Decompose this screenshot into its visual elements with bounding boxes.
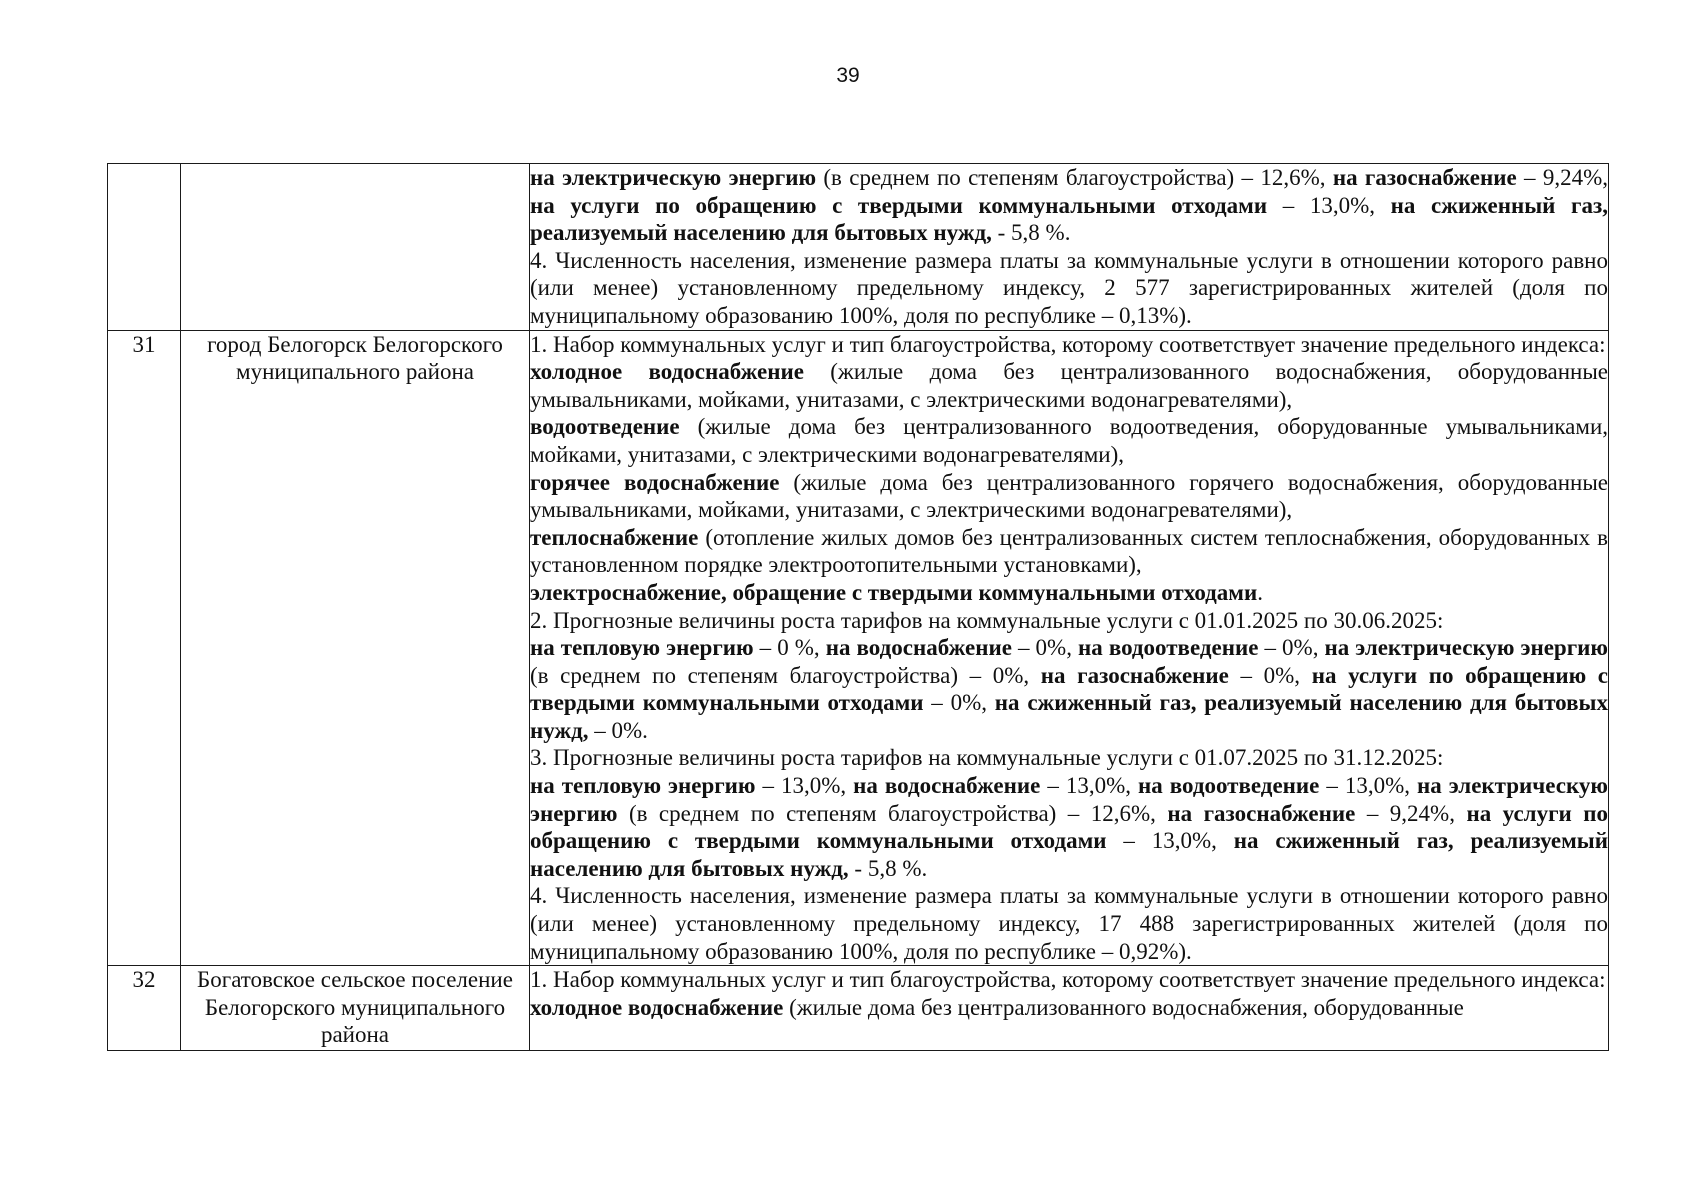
municipality-name-cell: город Белогорск Белогорского муниципального района	[181, 330, 530, 966]
bold-run: на услуги по обращению с твердыми коммунальными отходами	[530, 800, 1608, 854]
text-run: – 13,0%,	[1319, 773, 1418, 799]
text-run: (в среднем по степеням благоустройства) – 12,6%,	[816, 165, 1333, 190]
description-paragraph	[530, 634, 1608, 744]
text-run: (жилые дома без централизованного водоснабжения, оборудованные умывальниками, мойками, унитазами, с электрическими водонагревателями),	[530, 359, 1608, 412]
bold-run: холодное водоснабжение	[530, 994, 784, 1020]
description-paragraph	[530, 579, 1608, 607]
description-paragraph	[530, 882, 1608, 965]
text-run: .	[1257, 579, 1263, 605]
text-run: - 5,8 %.	[997, 220, 1071, 246]
text-run: (жилые дома без централизованного водоснабжения, оборудованные	[783, 994, 1464, 1020]
municipality-name-cell	[181, 164, 530, 331]
description-paragraph	[530, 994, 1608, 1022]
text-run: – 0%,	[1258, 635, 1325, 661]
bold-run: на водоснабжение	[825, 635, 1012, 661]
text-run: – 0%,	[1228, 662, 1312, 688]
text-run: - 5,8 %.	[854, 855, 928, 881]
description-paragraph	[530, 524, 1608, 579]
description-paragraph	[530, 772, 1608, 882]
bold-run: на водоснабжение	[853, 773, 1041, 799]
table-row-31	[108, 330, 1609, 966]
row-number-cell	[108, 164, 181, 331]
text-run: 4. Численность населения, изменение размера платы за коммунальные услуги в отношении которого равно (или менее) установленному предельному индексу, 2 577 зарегистрированных жителей (доля по муниципальному образованию 100%, доля по республике – 0,13%).	[530, 247, 1608, 328]
text-run: – 0%,	[923, 690, 995, 716]
page-number: 39	[836, 64, 860, 87]
table-row-32	[108, 966, 1609, 1051]
description-paragraph	[530, 469, 1608, 524]
description-paragraph	[530, 607, 1608, 635]
bold-run: на электрическую энергию	[530, 773, 1608, 826]
text-run: – 0 %,	[753, 635, 826, 661]
bold-run: на газоснабжение	[1040, 662, 1229, 688]
description-paragraph	[530, 358, 1608, 413]
text-run: – 13,0%,	[755, 773, 854, 799]
bold-run: на сжиженный газ, реализуемый населению для бытовых нужд,	[530, 828, 1608, 881]
bold-run: на электрическую энергию	[1324, 635, 1608, 661]
description-paragraph	[530, 966, 1608, 994]
municipal-tariff-table	[107, 163, 1609, 1051]
text-run: – 13,0%,	[1267, 192, 1391, 218]
bold-run: на услуги по обращению с твердыми коммунальными отходами	[530, 662, 1608, 716]
text-run: 2. Прогнозные величины роста тарифов на коммунальные услуги с 01.01.2025 по 30.06.2025:	[530, 607, 1444, 633]
text-run: 4. Численность населения, изменение размера платы за коммунальные услуги в отношении которого равно (или менее) установленному предельному индексу, 17 488 зарегистрированных жителей (доля по муниципальному образованию 100%, доля по республике – 0,92%).	[530, 883, 1608, 964]
table-row-continuation	[108, 164, 1609, 331]
bold-run: холодное водоснабжение	[530, 359, 804, 385]
bold-run: на сжиженный газ, реализуемый населению для бытовых нужд,	[530, 192, 1608, 246]
text-run: – 9,24%,	[1516, 165, 1608, 190]
bold-run: на водоотведение	[1078, 635, 1259, 661]
bold-run: на водоотведение	[1138, 773, 1320, 799]
row-number-cell: 32	[108, 966, 181, 1051]
bold-run: электроснабжение, обращение с твердыми коммунальными отходами	[530, 579, 1258, 605]
text-run: – 0%.	[588, 717, 648, 743]
description-paragraph	[530, 331, 1608, 359]
text-run: 1. Набор коммунальных услуг и тип благоустройства, которому соответствует значение предельного индекса:	[530, 331, 1606, 357]
bold-run: на услуги по обращению с твердыми коммунальными отходами	[530, 192, 1268, 218]
text-run: (в среднем по степеням благоустройства) – 12,6%,	[617, 800, 1168, 826]
description-cell	[530, 966, 1609, 1051]
text-run: (жилые дома без централизованного горячего водоснабжения, оборудованные умывальниками, мойками, унитазами, с электрическими водонагревателями),	[530, 469, 1608, 523]
row-number-cell: 31	[108, 330, 181, 966]
bold-run: на газоснабжение	[1167, 800, 1356, 826]
bold-run: на сжиженный газ, реализуемый населению для бытовых нужд,	[530, 690, 1608, 743]
text-run: 1. Набор коммунальных услуг и тип благоустройства, которому соответствует значение предельного индекса:	[530, 967, 1606, 993]
text-run: (отопление жилых домов без централизованных систем теплоснабжения, оборудованных в установленном порядке электроотопительными установками),	[530, 524, 1608, 578]
text-run: – 13,0%,	[1106, 828, 1234, 854]
text-run: – 9,24%,	[1355, 800, 1467, 826]
description-paragraph	[530, 413, 1608, 468]
text-run: (жилые дома без централизованного водоотведения, оборудованные умывальниками, мойками, унитазами, с электрическими водонагревателями),	[530, 414, 1608, 467]
bold-run: теплоснабжение	[530, 524, 699, 550]
text-run: – 0%,	[1011, 635, 1079, 661]
bold-run: на электрическую энергию	[530, 165, 817, 190]
bold-run: на газоснабжение	[1332, 165, 1517, 190]
description-paragraph	[530, 744, 1608, 772]
municipality-name-cell: Богатовское сельское поселение Белогорского муниципального района	[181, 966, 530, 1051]
bold-run: горячее водоснабжение	[530, 469, 780, 495]
bold-run: на тепловую энергию	[530, 773, 756, 799]
bold-run: на тепловую энергию	[530, 635, 754, 661]
description-cell	[530, 330, 1609, 966]
description-cell	[530, 164, 1609, 331]
text-run: – 13,0%,	[1040, 773, 1138, 799]
text-run: 3. Прогнозные величины роста тарифов на коммунальные услуги с 01.07.2025 по 31.12.2025:	[530, 745, 1444, 771]
text-run: (в среднем по степеням благоустройства) – 0%,	[530, 662, 1041, 688]
description-paragraph	[530, 164, 1608, 247]
bold-run: водоотведение	[530, 414, 680, 440]
description-paragraph	[530, 247, 1608, 330]
